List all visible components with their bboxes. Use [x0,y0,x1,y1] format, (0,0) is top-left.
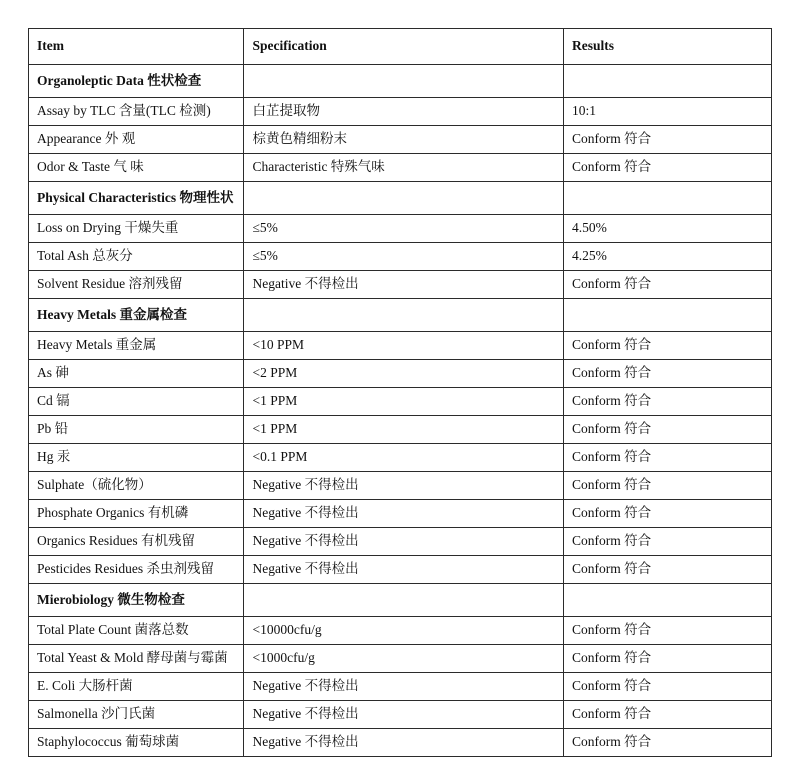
column-header-specification [244,29,563,65]
coa-sheet [28,28,772,757]
cell-result [563,215,771,243]
cell-item [29,584,244,617]
cell-result-text: 4.50% [571,220,607,236]
cell-specification [244,528,563,556]
cell-item-text: Phosphate Organics 有机磷 [37,505,189,521]
cell-specification [244,215,563,243]
cell-specification [244,98,563,126]
table-row [29,98,772,126]
cell-specification [244,729,563,757]
cell-result [563,65,771,98]
cell-result [563,388,771,416]
cell-result-text: Conform 符合 [571,131,652,147]
cell-specification-text: <1 PPM [252,393,298,409]
cell-result [563,645,771,673]
cell-item-text: Total Plate Count 菌落总数 [37,622,189,638]
cell-result [563,243,771,271]
table-row [29,729,772,757]
cell-result-text: Conform 符合 [571,477,652,493]
cell-item [29,215,244,243]
cell-item [29,729,244,757]
table-row [29,271,772,299]
cell-item-text: Heavy Metals 重金属 [37,337,157,353]
cell-item-text: Pb 铅 [37,421,69,437]
column-header-results [563,29,771,65]
cell-specification-text: <10 PPM [252,337,304,353]
cell-result-text: Conform 符合 [571,421,652,437]
cell-result-text: Conform 符合 [571,276,652,292]
cell-item [29,416,244,444]
table-row [29,360,772,388]
cell-specification [244,556,563,584]
table-row [29,645,772,673]
cell-specification-text: Negative 不得检出 [252,533,359,549]
cell-item [29,243,244,271]
cell-result-text: Conform 符合 [571,706,652,722]
cell-specification-text: Negative 不得检出 [252,706,359,722]
cell-result-text: Conform 符合 [571,650,652,666]
cell-result [563,332,771,360]
cell-item-text: Sulphate（硫化物） [37,477,152,493]
cell-item-text: As 砷 [37,365,69,381]
cell-specification [244,243,563,271]
table-body [29,29,772,757]
cell-item [29,617,244,645]
table-header-row [29,29,772,65]
table-row [29,500,772,528]
table-row [29,243,772,271]
cell-item [29,65,244,98]
column-header-item [29,29,244,65]
cell-specification-text: Negative 不得检出 [252,477,359,493]
cell-specification-text: <10000cfu/g [252,622,322,638]
cell-specification [244,332,563,360]
table-row [29,701,772,729]
cell-specification [244,271,563,299]
cell-item-text: Staphylococcus 葡萄球菌 [37,734,180,750]
cell-specification-text: <0.1 PPM [252,449,308,465]
table-row [29,472,772,500]
cell-result [563,154,771,182]
cell-result [563,500,771,528]
cell-result [563,528,771,556]
cell-specification-text: Negative 不得检出 [252,734,359,750]
cell-result [563,556,771,584]
cell-item [29,444,244,472]
cell-result [563,271,771,299]
cell-item-text: Pesticides Residues 杀虫剂残留 [37,561,214,577]
table-row [29,444,772,472]
column-header-item-label: Item [37,38,64,54]
cell-specification-text: 白芷提取物 [252,103,320,119]
cell-result-text: Conform 符合 [571,678,652,694]
cell-result [563,729,771,757]
cell-item [29,182,244,215]
cell-item [29,472,244,500]
cell-result-text: Conform 符合 [571,533,652,549]
cell-item-text: Salmonella 沙门氏菌 [37,706,156,722]
cell-item [29,673,244,701]
cell-result [563,444,771,472]
cell-item-text: Appearance 外 观 [37,131,136,147]
cell-specification-text: <1000cfu/g [252,650,315,666]
table-row [29,332,772,360]
cell-result-text: Conform 符合 [571,449,652,465]
cell-result [563,126,771,154]
cell-result-text: 4.25% [571,248,607,264]
table-row [29,126,772,154]
cell-specification [244,472,563,500]
cell-specification-text: Negative 不得检出 [252,678,359,694]
table-row [29,556,772,584]
cell-specification [244,444,563,472]
cell-item-text: Loss on Drying 干燥失重 [37,220,179,236]
table-row [29,388,772,416]
cell-item [29,154,244,182]
cell-specification-text: Negative 不得检出 [252,505,359,521]
cell-result-text: Conform 符合 [571,393,652,409]
table-section-row [29,65,772,98]
cell-item-text: Solvent Residue 溶剂残留 [37,276,183,292]
cell-item-text: Total Ash 总灰分 [37,248,133,264]
cell-result-text: Conform 符合 [571,159,652,175]
cell-item-text: Physical Characteristics 物理性状 [37,189,234,205]
cell-specification [244,388,563,416]
cell-specification [244,154,563,182]
cell-specification-text: ≤5% [252,248,278,264]
cell-result-text: Conform 符合 [571,505,652,521]
specification-table [28,28,772,757]
cell-item [29,500,244,528]
cell-item [29,701,244,729]
cell-item-text: Hg 汞 [37,449,71,465]
cell-item-text: Cd 镉 [37,393,70,409]
table-row [29,528,772,556]
cell-item-text: Organoleptic Data 性状检查 [37,72,202,88]
cell-item-text: E. Coli 大肠杆菌 [37,678,133,694]
cell-result-text: 10:1 [571,103,596,119]
cell-result [563,182,771,215]
cell-result [563,299,771,332]
cell-specification [244,617,563,645]
cell-specification [244,645,563,673]
cell-specification [244,65,563,98]
cell-item [29,126,244,154]
column-header-results-label: Results [571,38,614,54]
cell-item-text: Odor & Taste 气 味 [37,159,144,175]
table-row [29,154,772,182]
cell-item [29,332,244,360]
cell-item [29,388,244,416]
cell-item [29,645,244,673]
table-section-row [29,584,772,617]
cell-specification [244,673,563,701]
cell-specification-text: Characteristic 特殊气味 [252,159,385,175]
cell-item-text: Mierobiology 微生物检查 [37,591,185,607]
cell-specification-text: <2 PPM [252,365,298,381]
cell-result [563,472,771,500]
cell-result-text: Conform 符合 [571,561,652,577]
cell-item [29,528,244,556]
table-section-row [29,299,772,332]
cell-item-text: Organics Residues 有机残留 [37,533,195,549]
table-row [29,617,772,645]
cell-result [563,584,771,617]
cell-result [563,673,771,701]
column-header-specification-label: Specification [252,38,327,54]
table-row [29,416,772,444]
cell-specification [244,701,563,729]
cell-specification [244,182,563,215]
cell-specification [244,360,563,388]
cell-item [29,556,244,584]
cell-specification-text: <1 PPM [252,421,298,437]
cell-result-text: Conform 符合 [571,365,652,381]
cell-result [563,617,771,645]
cell-specification [244,584,563,617]
cell-specification [244,416,563,444]
cell-specification-text: Negative 不得检出 [252,561,359,577]
cell-result [563,98,771,126]
cell-result-text: Conform 符合 [571,337,652,353]
cell-result-text: Conform 符合 [571,622,652,638]
cell-item-text: Heavy Metals 重金属检查 [37,306,187,322]
cell-item [29,299,244,332]
cell-item [29,271,244,299]
cell-item [29,360,244,388]
cell-result [563,360,771,388]
cell-specification-text: 棕黄色精细粉末 [252,131,347,147]
table-row [29,215,772,243]
cell-specification [244,500,563,528]
cell-item-text: Total Yeast & Mold 酵母菌与霉菌 [37,650,228,666]
cell-result [563,701,771,729]
cell-specification-text: ≤5% [252,220,278,236]
cell-item [29,98,244,126]
cell-result [563,416,771,444]
cell-item-text: Assay by TLC 含量(TLC 检测) [37,103,211,119]
table-row [29,673,772,701]
cell-specification-text: Negative 不得检出 [252,276,359,292]
cell-specification [244,299,563,332]
table-section-row [29,182,772,215]
cell-result-text: Conform 符合 [571,734,652,750]
cell-specification [244,126,563,154]
